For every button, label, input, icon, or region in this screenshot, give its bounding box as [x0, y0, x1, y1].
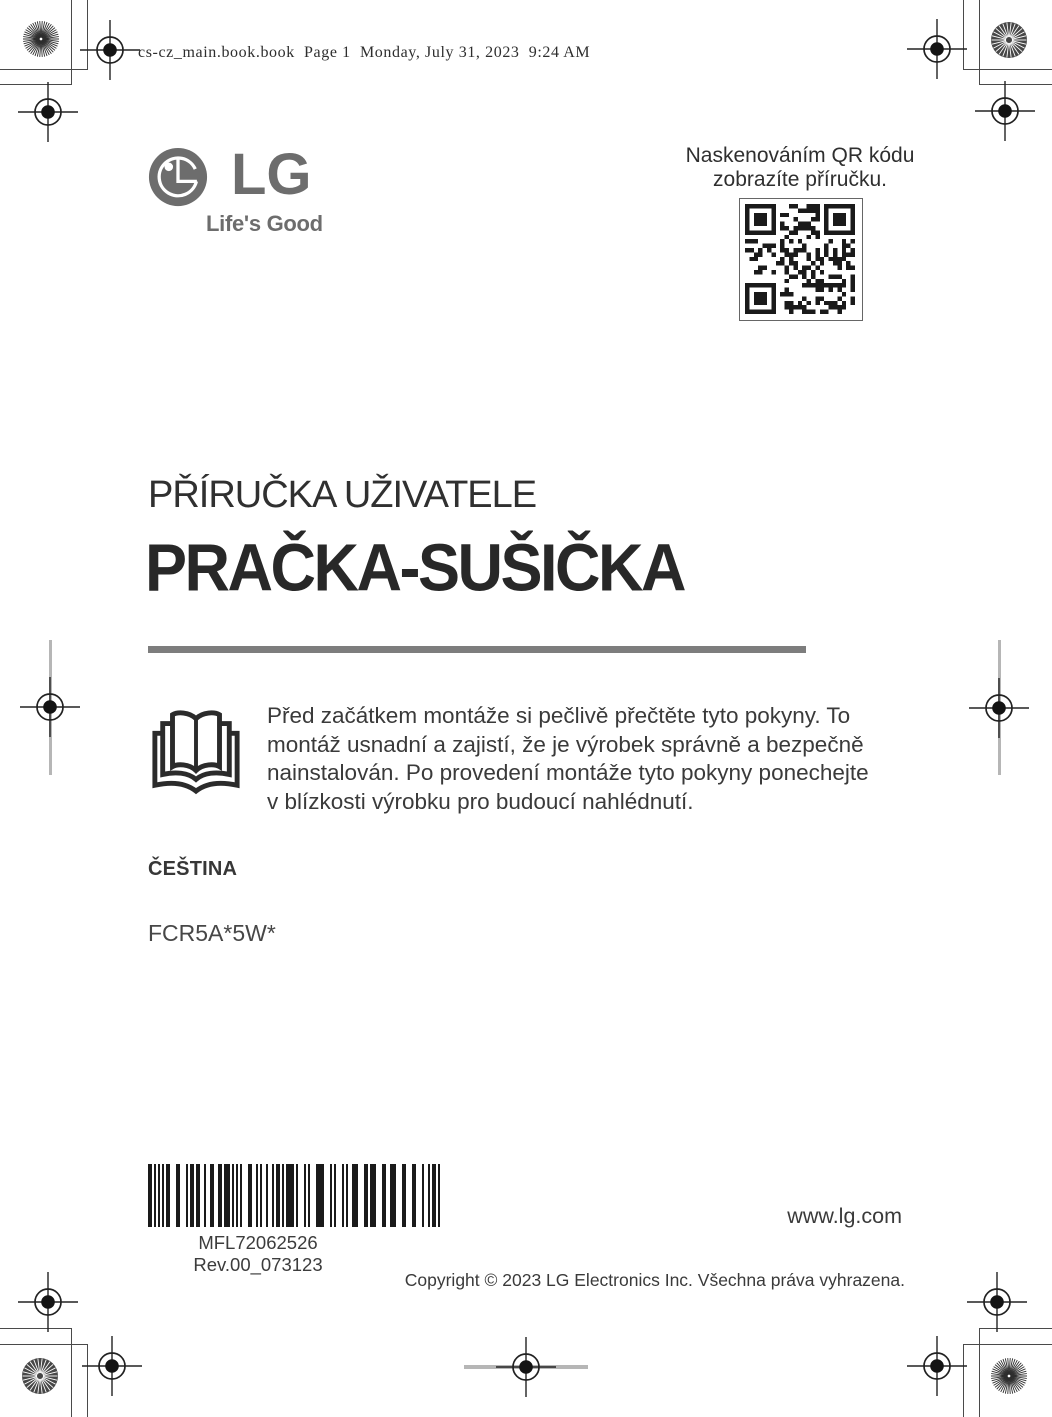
- qr-code-pattern: [745, 204, 855, 314]
- language-label: ČEŠTINA: [148, 858, 238, 880]
- intro-line: v blízkosti výrobku pro budoucí nahlédnutí.: [267, 788, 694, 814]
- pinwheel-mark-icon: [21, 19, 61, 59]
- print-job-header: cs-cz_main.book.book Page 1 Monday, July 31, 2023 9:24 AM: [138, 44, 591, 61]
- part-number-block: [158, 1232, 358, 1276]
- qr-code: [739, 198, 863, 321]
- intro-line: nainstalován. Po provedení montáže tyto pokyny ponechejte: [267, 760, 869, 785]
- registration-target-icon: [905, 17, 969, 81]
- intro-line: montáž usnadní a zajistí, že je výrobek správně a bezpečně: [267, 731, 864, 757]
- registration-target-icon: [16, 1270, 80, 1334]
- crop-mark-line: [979, 0, 980, 85]
- registration-target-icon: [78, 18, 142, 82]
- qr-caption: [660, 144, 940, 192]
- pinwheel-mark-icon: [989, 20, 1029, 60]
- registration-target-icon: [973, 79, 1037, 143]
- crop-mark-line: [71, 1328, 72, 1417]
- revision-number: Rev.00_073123: [193, 1254, 323, 1275]
- registration-target-icon: [16, 80, 80, 144]
- pinwheel-mark-icon: [989, 1356, 1029, 1396]
- lg-tagline: Life's Good: [206, 211, 323, 236]
- document-type-heading: PŘÍRUČKA UŽIVATELE: [148, 474, 537, 516]
- barcode: [148, 1164, 446, 1227]
- crop-mark-line: [0, 1344, 88, 1345]
- lg-wordmark: LG: [231, 142, 312, 207]
- registration-target-icon: [494, 1335, 558, 1399]
- model-code: FCR5A*5W*: [148, 920, 276, 946]
- intro-line: Před začátkem montáže si pečlivě přečtěte tyto pokyny. To: [267, 703, 851, 728]
- divider-rule: [148, 646, 806, 653]
- intro-paragraph: [267, 702, 869, 816]
- crop-mark-line: [979, 1328, 980, 1417]
- barcode-pattern: [148, 1164, 446, 1227]
- crop-mark-line: [963, 1344, 1052, 1345]
- part-number: MFL72062526: [198, 1232, 318, 1253]
- registration-target-icon: [18, 675, 82, 739]
- registration-target-icon: [905, 1334, 969, 1398]
- qr-caption-line: zobrazíte příručku.: [713, 168, 887, 191]
- qr-caption-line: Naskenováním QR kódu: [685, 144, 915, 167]
- lg-symbol-icon: [147, 146, 209, 208]
- product-title: PRAČKA-SUŠIČKA: [145, 531, 685, 606]
- open-book-icon: [149, 700, 243, 800]
- registration-target-icon: [967, 676, 1031, 740]
- copyright-line: Copyright © 2023 LG Electronics Inc. Všechna práva vyhrazena.: [404, 1270, 905, 1290]
- crop-mark-line: [0, 69, 88, 70]
- website-url: www.lg.com: [787, 1204, 902, 1228]
- registration-target-icon: [965, 1270, 1029, 1334]
- crop-mark-line: [71, 0, 72, 85]
- registration-target-icon: [80, 1334, 144, 1398]
- crop-mark-line: [963, 69, 1052, 70]
- pinwheel-mark-icon: [20, 1356, 60, 1396]
